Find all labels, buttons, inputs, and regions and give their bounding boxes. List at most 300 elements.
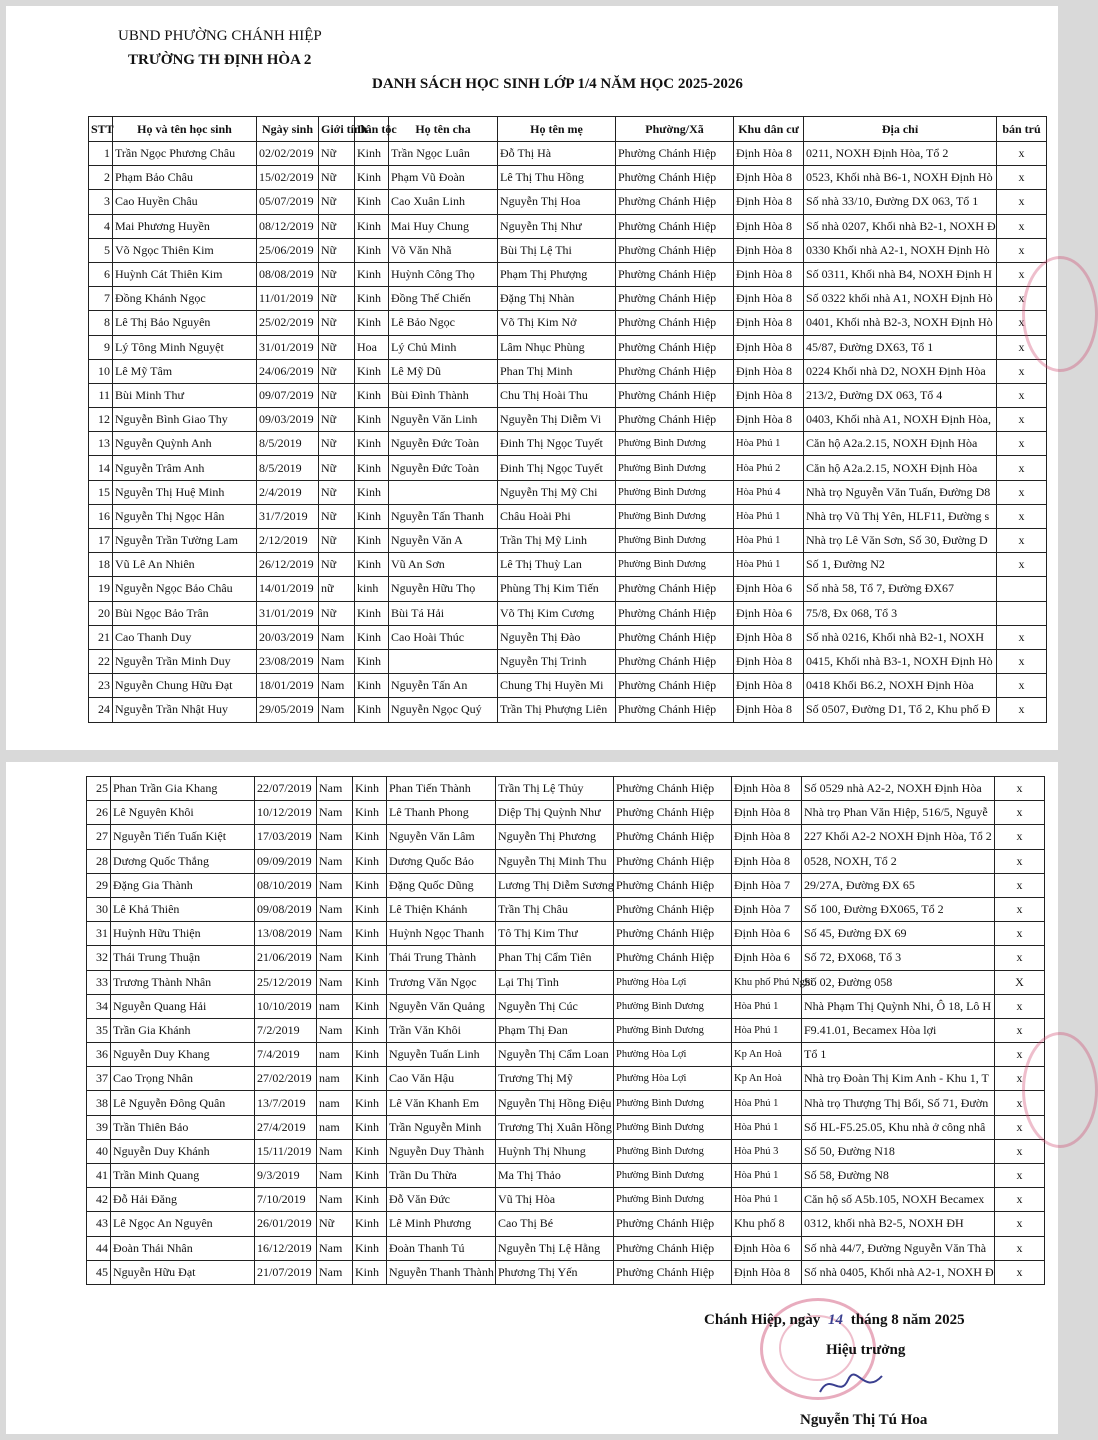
- cell-address: 0224 Khối nhà D2, NOXH Định Hòa: [804, 359, 997, 383]
- cell-area: Hòa Phú 1: [734, 553, 804, 577]
- cell-father: Trần Văn Khôi: [387, 1018, 496, 1042]
- cell-stt: 38: [87, 1091, 111, 1115]
- signature-date: [704, 1312, 965, 1329]
- cell-gender: Nam: [317, 1139, 353, 1163]
- cell-address: Căn hộ số A5b.105, NOXH Becamex: [802, 1188, 995, 1212]
- cell-gender: Nam: [319, 649, 355, 673]
- col-area: Khu dân cư: [734, 117, 804, 142]
- cell-dob: 9/3/2019: [255, 1164, 317, 1188]
- handwritten-signature: [816, 1368, 886, 1402]
- cell-stt: 13: [89, 432, 113, 456]
- cell-area: Hòa Phú 1: [734, 529, 804, 553]
- cell-gender: Nam: [317, 970, 353, 994]
- cell-gender: nam: [317, 1043, 353, 1067]
- cell-ethnicity: Kinh: [353, 825, 387, 849]
- cell-area: Định Hòa 8: [734, 359, 804, 383]
- cell-gender: Nam: [317, 897, 353, 921]
- cell-area: Định Hòa 8: [732, 825, 802, 849]
- cell-stt: 33: [87, 970, 111, 994]
- cell-gender: Nam: [317, 1018, 353, 1042]
- cell-gender: Nam: [317, 873, 353, 897]
- table-row: [89, 601, 1047, 625]
- cell-mother: Tô Thị Kim Thư: [496, 922, 614, 946]
- cell-ethnicity: Kinh: [355, 262, 389, 286]
- cell-area: Hòa Phú 1: [732, 1115, 802, 1139]
- cell-dob: 24/06/2019: [257, 359, 319, 383]
- cell-gender: nam: [317, 1115, 353, 1139]
- cell-dob: 27/02/2019: [255, 1067, 317, 1091]
- cell-name: Cao Huyền Châu: [113, 190, 257, 214]
- cell-boarding: x: [997, 190, 1047, 214]
- cell-ethnicity: Kinh: [353, 1139, 387, 1163]
- cell-ethnicity: Kinh: [353, 777, 387, 801]
- cell-stt: 11: [89, 383, 113, 407]
- cell-ethnicity: Kinh: [353, 970, 387, 994]
- cell-mother: Vũ Thị Hòa: [496, 1188, 614, 1212]
- cell-address: 0211, NOXH Định Hòa, Tổ 2: [804, 142, 997, 166]
- cell-mother: Phương Thị Yến: [496, 1260, 614, 1284]
- table-row: [89, 408, 1047, 432]
- cell-boarding: x: [997, 625, 1047, 649]
- cell-mother: Nguyễn Thị Hồng Điệu: [496, 1091, 614, 1115]
- cell-stt: 45: [87, 1260, 111, 1284]
- table-row: [87, 1139, 1045, 1163]
- table-header-row: [89, 117, 1047, 142]
- cell-address: Số 0507, Đường D1, Tổ 2, Khu phố Đ: [804, 698, 997, 722]
- cell-mother: Nguyễn Thị Cẩm Loan: [496, 1043, 614, 1067]
- cell-stt: 7: [89, 287, 113, 311]
- cell-stt: 22: [89, 649, 113, 673]
- table-row: [87, 970, 1045, 994]
- cell-boarding: x: [997, 698, 1047, 722]
- cell-address: Nhà trọ Phan Văn Hiệp, 516/5, Nguyễ: [802, 801, 995, 825]
- cell-ward: Phường Chánh Hiệp: [614, 825, 732, 849]
- table-row: [87, 994, 1045, 1018]
- cell-boarding: x: [995, 1043, 1045, 1067]
- cell-mother: Trương Thị Mỹ: [496, 1067, 614, 1091]
- cell-gender: Nam: [317, 849, 353, 873]
- cell-father: Trần Nguyễn Minh: [387, 1115, 496, 1139]
- col-ethnicity: Dân tộc: [355, 117, 389, 142]
- cell-gender: Nữ: [319, 553, 355, 577]
- cell-ethnicity: Kinh: [355, 601, 389, 625]
- cell-gender: Nam: [317, 777, 353, 801]
- cell-address: Số nhà 0216, Khối nhà B2-1, NOXH: [804, 625, 997, 649]
- cell-name: Đỗ Hải Đăng: [111, 1188, 255, 1212]
- table-row: [89, 504, 1047, 528]
- cell-address: Số nhà 0405, Khối nhà A2-1, NOXH Đ: [802, 1260, 995, 1284]
- cell-stt: 37: [87, 1067, 111, 1091]
- cell-mother: Phan Thị Cẩm Tiên: [496, 946, 614, 970]
- cell-mother: Chung Thị Huyền Mi: [498, 674, 616, 698]
- cell-ward: Phường Bình Dương: [616, 553, 734, 577]
- cell-mother: Nguyễn Thị Diễm Vi: [498, 408, 616, 432]
- cell-boarding: x: [997, 408, 1047, 432]
- cell-father: Nguyễn Văn A: [389, 529, 498, 553]
- cell-mother: Phạm Thị Đan: [496, 1018, 614, 1042]
- cell-mother: Nguyễn Thị Cúc: [496, 994, 614, 1018]
- table-row: [89, 238, 1047, 262]
- cell-dob: 21/07/2019: [255, 1260, 317, 1284]
- cell-ward: Phường Chánh Hiệp: [616, 335, 734, 359]
- cell-address: Số HL-F5.25.05, Khu nhà ở công nhâ: [802, 1115, 995, 1139]
- cell-boarding: x: [997, 480, 1047, 504]
- cell-ethnicity: Kinh: [355, 432, 389, 456]
- cell-ethnicity: Kinh: [355, 287, 389, 311]
- table-row: [87, 849, 1045, 873]
- cell-area: Định Hòa 8: [732, 1260, 802, 1284]
- cell-ward: Phường Bình Dương: [614, 1164, 732, 1188]
- table-row: [87, 1018, 1045, 1042]
- cell-boarding: x: [995, 1236, 1045, 1260]
- cell-boarding: x: [997, 262, 1047, 286]
- cell-area: Định Hòa 6: [734, 577, 804, 601]
- cell-name: Nguyễn Duy Khánh: [111, 1139, 255, 1163]
- cell-dob: 2/12/2019: [257, 529, 319, 553]
- cell-mother: Nguyễn Thị Hoa: [498, 190, 616, 214]
- cell-ethnicity: Kinh: [355, 625, 389, 649]
- cell-dob: 05/07/2019: [257, 190, 319, 214]
- cell-ward: Phường Bình Dương: [614, 1115, 732, 1139]
- cell-dob: 16/12/2019: [255, 1236, 317, 1260]
- cell-dob: 18/01/2019: [257, 674, 319, 698]
- cell-mother: Nguyễn Thị Lệ Hằng: [496, 1236, 614, 1260]
- cell-name: Nguyễn Hữu Đạt: [111, 1260, 255, 1284]
- cell-area: Định Hòa 6: [734, 601, 804, 625]
- cell-name: Thái Trung Thuận: [111, 946, 255, 970]
- cell-boarding: x: [997, 456, 1047, 480]
- cell-dob: 25/02/2019: [257, 311, 319, 335]
- cell-boarding: x: [995, 1212, 1045, 1236]
- cell-boarding: x: [997, 335, 1047, 359]
- table-row: [89, 166, 1047, 190]
- cell-ward: Phường Chánh Hiệp: [616, 383, 734, 407]
- cell-boarding: x: [997, 674, 1047, 698]
- cell-name: Trần Minh Quang: [111, 1164, 255, 1188]
- cell-address: Số 0529 nhà A2-2, NOXH Định Hòa: [802, 777, 995, 801]
- cell-ethnicity: Kinh: [353, 1260, 387, 1284]
- cell-address: Số 50, Đường N18: [802, 1139, 995, 1163]
- cell-area: Định Hòa 8: [734, 311, 804, 335]
- cell-father: Bùi Tá Hải: [389, 601, 498, 625]
- cell-mother: Nguyễn Thị Phương: [496, 825, 614, 849]
- cell-father: Trần Ngọc Luân: [389, 142, 498, 166]
- cell-stt: 29: [87, 873, 111, 897]
- cell-name: Vũ Lê An Nhiên: [113, 553, 257, 577]
- cell-dob: 2/4/2019: [257, 480, 319, 504]
- cell-dob: 09/08/2019: [255, 897, 317, 921]
- cell-name: Nguyễn Ngọc Bảo Châu: [113, 577, 257, 601]
- cell-dob: 26/12/2019: [257, 553, 319, 577]
- cell-gender: Nữ: [319, 480, 355, 504]
- table-row: [89, 529, 1047, 553]
- cell-gender: Nữ: [319, 432, 355, 456]
- cell-name: Nguyễn Quỳnh Anh: [113, 432, 257, 456]
- cell-area: Định Hòa 8: [734, 698, 804, 722]
- cell-name: Phan Trần Gia Khang: [111, 777, 255, 801]
- cell-address: Số nhà 58, Tổ 7, Đường ĐX67: [804, 577, 997, 601]
- cell-dob: 20/03/2019: [257, 625, 319, 649]
- cell-father: Trần Du Thừa: [387, 1164, 496, 1188]
- cell-address: 227 Khối A2-2 NOXH Định Hòa, Tổ 2: [802, 825, 995, 849]
- cell-father: Lý Chủ Minh: [389, 335, 498, 359]
- cell-father: Lê Bảo Ngọc: [389, 311, 498, 335]
- cell-dob: 21/06/2019: [255, 946, 317, 970]
- table-row: [89, 262, 1047, 286]
- cell-area: Hòa Phú 1: [734, 504, 804, 528]
- cell-ward: Phường Chánh Hiệp: [614, 801, 732, 825]
- cell-ward: Phường Bình Dương: [616, 504, 734, 528]
- cell-area: Hòa Phú 3: [732, 1139, 802, 1163]
- cell-address: Số nhà 33/10, Đường DX 063, Tổ 1: [804, 190, 997, 214]
- cell-ward: Phường Hòa Lợi: [614, 1067, 732, 1091]
- cell-father: Lê Văn Khanh Em: [387, 1091, 496, 1115]
- cell-name: Lê Thị Bảo Nguyên: [113, 311, 257, 335]
- table-row: [87, 946, 1045, 970]
- cell-boarding: x: [995, 825, 1045, 849]
- cell-stt: 1: [89, 142, 113, 166]
- cell-ward: Phường Chánh Hiệp: [616, 214, 734, 238]
- cell-address: Số 72, ĐX068, Tổ 3: [802, 946, 995, 970]
- cell-address: Số nhà 0207, Khối nhà B2-1, NOXH Đ: [804, 214, 997, 238]
- cell-gender: Nữ: [319, 359, 355, 383]
- cell-stt: 14: [89, 456, 113, 480]
- cell-area: Định Hòa 8: [734, 674, 804, 698]
- cell-boarding: x: [997, 432, 1047, 456]
- cell-ward: Phường Chánh Hiệp: [616, 577, 734, 601]
- cell-boarding: x: [995, 1067, 1045, 1091]
- cell-area: Định Hòa 8: [734, 287, 804, 311]
- signer-name: Nguyễn Thị Tú Hoa: [800, 1412, 928, 1428]
- cell-area: Định Hòa 8: [734, 190, 804, 214]
- cell-name: Cao Thanh Duy: [113, 625, 257, 649]
- table-row: [87, 801, 1045, 825]
- cell-name: Huỳnh Cát Thiên Kim: [113, 262, 257, 286]
- cell-boarding: x: [997, 359, 1047, 383]
- cell-gender: nữ: [319, 577, 355, 601]
- cell-gender: Nam: [319, 698, 355, 722]
- cell-mother: Nguyễn Thị Trinh: [498, 649, 616, 673]
- cell-stt: 2: [89, 166, 113, 190]
- cell-dob: 31/7/2019: [257, 504, 319, 528]
- cell-father: Đặng Quốc Dũng: [387, 873, 496, 897]
- cell-name: Lê Mỹ Tâm: [113, 359, 257, 383]
- cell-dob: 23/08/2019: [257, 649, 319, 673]
- cell-dob: 25/06/2019: [257, 238, 319, 262]
- cell-ward: Phường Chánh Hiệp: [616, 359, 734, 383]
- cell-stt: 20: [89, 601, 113, 625]
- table-row: [87, 1115, 1045, 1139]
- cell-address: Số 0322 khối nhà A1, NOXH Định Hò: [804, 287, 997, 311]
- cell-father: Lê Mỹ Dũ: [389, 359, 498, 383]
- cell-ethnicity: Kinh: [353, 1067, 387, 1091]
- cell-father: [389, 649, 498, 673]
- cell-boarding: x: [995, 777, 1045, 801]
- cell-name: Bùi Minh Thư: [113, 383, 257, 407]
- cell-stt: 9: [89, 335, 113, 359]
- cell-dob: 08/08/2019: [257, 262, 319, 286]
- cell-gender: Nữ: [319, 601, 355, 625]
- cell-ethnicity: Kinh: [355, 480, 389, 504]
- cell-mother: Phan Thị Minh: [498, 359, 616, 383]
- cell-mother: Đinh Thị Ngọc Tuyết: [498, 432, 616, 456]
- cell-ward: Phường Hòa Lợi: [614, 970, 732, 994]
- date-day: 14: [828, 1312, 844, 1328]
- table-row: [89, 649, 1047, 673]
- col-ward: Phường/Xã: [616, 117, 734, 142]
- cell-dob: 7/4/2019: [255, 1043, 317, 1067]
- cell-gender: Nam: [317, 922, 353, 946]
- cell-dob: 8/5/2019: [257, 456, 319, 480]
- cell-father: Mai Huy Chung: [389, 214, 498, 238]
- cell-stt: 16: [89, 504, 113, 528]
- cell-ward: Phường Chánh Hiệp: [614, 849, 732, 873]
- cell-dob: 02/02/2019: [257, 142, 319, 166]
- cell-boarding: x: [995, 801, 1045, 825]
- table-row: [87, 873, 1045, 897]
- authority-name: UBND PHƯỜNG CHÁNH HIỆP: [118, 28, 322, 44]
- cell-area: Hòa Phú 1: [732, 994, 802, 1018]
- cell-dob: 29/05/2019: [257, 698, 319, 722]
- table-row: [87, 1164, 1045, 1188]
- cell-area: Hòa Phú 1: [732, 1188, 802, 1212]
- cell-ward: Phường Chánh Hiệp: [616, 287, 734, 311]
- cell-stt: 12: [89, 408, 113, 432]
- cell-area: Định Hòa 6: [732, 1236, 802, 1260]
- date-prefix: Chánh Hiệp, ngày: [704, 1312, 821, 1328]
- cell-area: Định Hòa 8: [734, 142, 804, 166]
- cell-boarding: X: [995, 970, 1045, 994]
- cell-father: Nguyễn Đức Toàn: [389, 456, 498, 480]
- cell-name: Nguyễn Trâm Anh: [113, 456, 257, 480]
- cell-father: Đồng Thế Chiến: [389, 287, 498, 311]
- cell-mother: Trần Thị Phượng Liên: [498, 698, 616, 722]
- cell-area: Định Hòa 8: [734, 262, 804, 286]
- cell-boarding: [997, 601, 1047, 625]
- cell-father: Phan Tiến Thành: [387, 777, 496, 801]
- partial-stamp: [1022, 1032, 1098, 1148]
- cell-name: Lê Nguyên Khôi: [111, 801, 255, 825]
- cell-ethnicity: Kinh: [353, 922, 387, 946]
- table-row: [87, 1260, 1045, 1284]
- cell-address: Số 58, Đường N8: [802, 1164, 995, 1188]
- col-gender: Giới tính: [319, 117, 355, 142]
- cell-address: Nhà Phạm Thị Quỳnh Nhi, Ô 18, Lô H: [802, 994, 995, 1018]
- cell-boarding: x: [995, 1188, 1045, 1212]
- cell-name: Bùi Ngọc Bảo Trân: [113, 601, 257, 625]
- cell-name: Lý Tông Minh Nguyệt: [113, 335, 257, 359]
- cell-gender: nam: [317, 1091, 353, 1115]
- cell-boarding: x: [995, 1139, 1045, 1163]
- cell-area: Hòa Phú 1: [732, 1164, 802, 1188]
- cell-stt: 6: [89, 262, 113, 286]
- cell-father: Nguyễn Tuấn Linh: [387, 1043, 496, 1067]
- cell-name: Võ Ngọc Thiên Kim: [113, 238, 257, 262]
- cell-ethnicity: Kinh: [353, 1018, 387, 1042]
- cell-stt: 39: [87, 1115, 111, 1139]
- cell-area: Hòa Phú 2: [734, 456, 804, 480]
- cell-ward: Phường Chánh Hiệp: [616, 262, 734, 286]
- cell-ethnicity: Kinh: [355, 529, 389, 553]
- cell-mother: Trương Thị Xuân Hồng: [496, 1115, 614, 1139]
- cell-dob: 08/10/2019: [255, 873, 317, 897]
- cell-ethnicity: Kinh: [353, 801, 387, 825]
- table-row: [89, 698, 1047, 722]
- cell-stt: 5: [89, 238, 113, 262]
- cell-address: 0401, Khối nhà B2-3, NOXH Định Hò: [804, 311, 997, 335]
- cell-stt: 25: [87, 777, 111, 801]
- cell-area: Định Hòa 6: [732, 922, 802, 946]
- cell-ethnicity: Kinh: [355, 408, 389, 432]
- table-body-part-1: [89, 142, 1047, 723]
- cell-ward: Phường Chánh Hiệp: [616, 649, 734, 673]
- col-father: Họ tên cha: [389, 117, 498, 142]
- cell-father: [389, 480, 498, 504]
- date-suffix: tháng 8 năm 2025: [850, 1312, 965, 1328]
- table-row: [89, 359, 1047, 383]
- cell-father: Đoàn Thanh Tú: [387, 1236, 496, 1260]
- cell-ethnicity: Kinh: [355, 456, 389, 480]
- table-row: [89, 432, 1047, 456]
- cell-stt: 4: [89, 214, 113, 238]
- cell-boarding: x: [995, 922, 1045, 946]
- cell-address: 0330 Khối nhà A2-1, NOXH Định Hò: [804, 238, 997, 262]
- table-row: [89, 311, 1047, 335]
- cell-boarding: x: [995, 1115, 1045, 1139]
- cell-stt: 27: [87, 825, 111, 849]
- cell-father: Lê Thiện Khánh: [387, 897, 496, 921]
- cell-ethnicity: Kinh: [355, 142, 389, 166]
- cell-stt: 28: [87, 849, 111, 873]
- cell-area: Định Hòa 8: [734, 649, 804, 673]
- cell-father: Đỗ Văn Đức: [387, 1188, 496, 1212]
- cell-dob: 25/12/2019: [255, 970, 317, 994]
- cell-father: Cao Xuân Linh: [389, 190, 498, 214]
- cell-ward: Phường Chánh Hiệp: [616, 674, 734, 698]
- cell-father: Nguyễn Ngọc Quý: [389, 698, 498, 722]
- cell-area: Định Hòa 8: [732, 801, 802, 825]
- school-name: TRƯỜNG TH ĐỊNH HÒA 2: [128, 52, 312, 68]
- cell-gender: Nam: [317, 1260, 353, 1284]
- cell-name: Nguyễn Quang Hải: [111, 994, 255, 1018]
- col-stt: STT: [89, 117, 113, 142]
- cell-dob: 31/01/2019: [257, 335, 319, 359]
- cell-gender: Nữ: [319, 529, 355, 553]
- cell-father: Nguyễn Văn Lâm: [387, 825, 496, 849]
- cell-stt: 36: [87, 1043, 111, 1067]
- cell-mother: Võ Thị Kim Nở: [498, 311, 616, 335]
- cell-boarding: x: [997, 311, 1047, 335]
- cell-ethnicity: Kinh: [355, 214, 389, 238]
- cell-name: Cao Trọng Nhân: [111, 1067, 255, 1091]
- cell-father: Nguyễn Văn Quảng: [387, 994, 496, 1018]
- cell-ethnicity: Kinh: [355, 674, 389, 698]
- cell-ethnicity: Kinh: [353, 1212, 387, 1236]
- cell-stt: 3: [89, 190, 113, 214]
- cell-address: Nhà trọ Thượng Thị Bối, Số 71, Đườn: [802, 1091, 995, 1115]
- cell-name: Nguyễn Thị Huệ Minh: [113, 480, 257, 504]
- cell-address: Số 100, Đường ĐX065, Tổ 2: [802, 897, 995, 921]
- cell-mother: Lại Thị Tình: [496, 970, 614, 994]
- cell-ethnicity: Kinh: [355, 698, 389, 722]
- cell-dob: 09/09/2019: [255, 849, 317, 873]
- cell-stt: 31: [87, 922, 111, 946]
- cell-area: Định Hòa 8: [734, 408, 804, 432]
- cell-name: Nguyễn Tiến Tuấn Kiệt: [111, 825, 255, 849]
- cell-stt: 34: [87, 994, 111, 1018]
- cell-ward: Phường Chánh Hiệp: [616, 698, 734, 722]
- cell-boarding: x: [997, 504, 1047, 528]
